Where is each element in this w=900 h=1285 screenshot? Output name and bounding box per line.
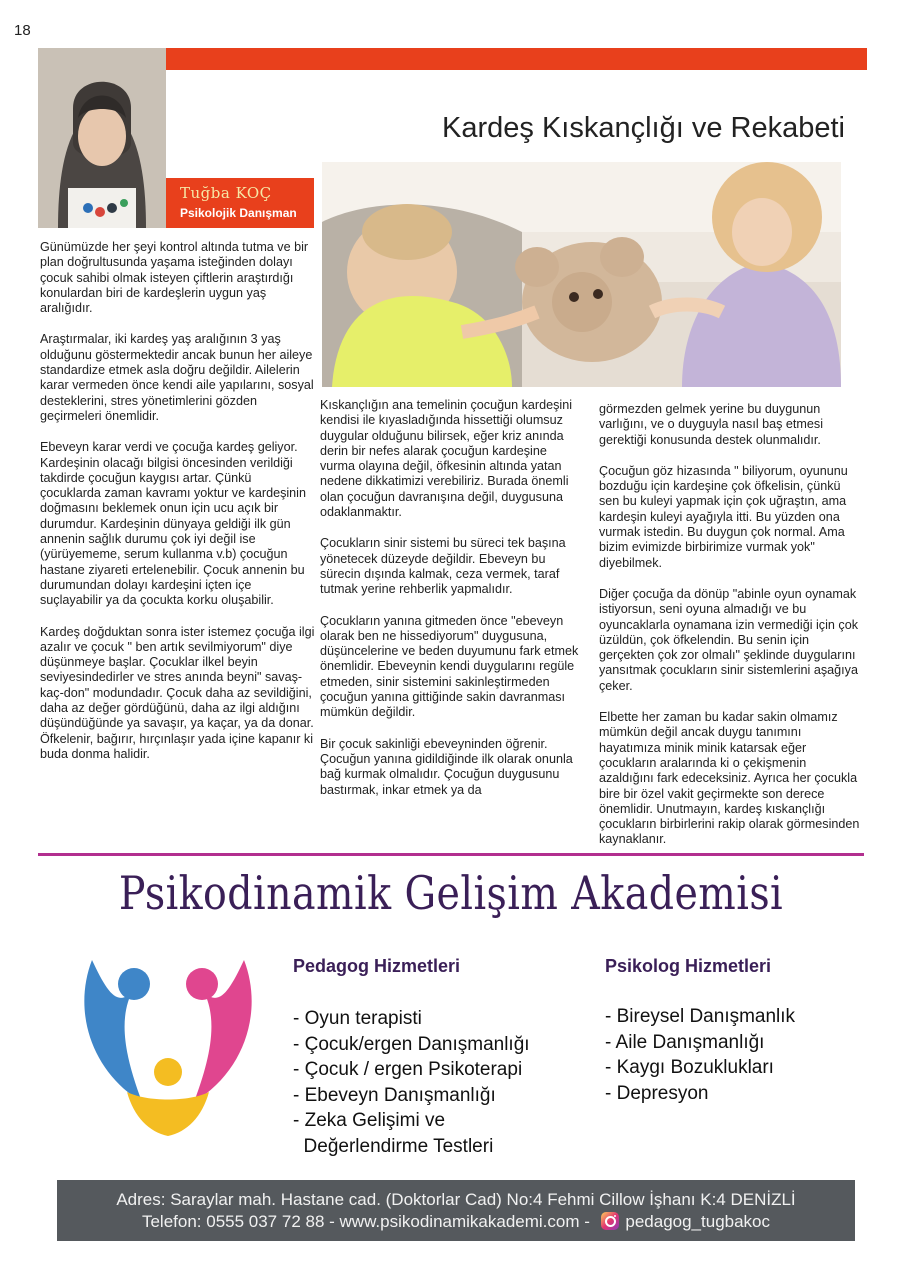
instagram-icon xyxy=(601,1212,619,1230)
article-column-1 xyxy=(40,240,315,778)
service-item: - Aile Danışmanlığı xyxy=(605,1031,765,1053)
author-photo xyxy=(38,48,166,228)
author-role: Psikolojik Danışman xyxy=(180,206,297,220)
article-paragraph: Bir çocuk sakinliği ebeveyninden öğrenir. Çocuğun yanına gidildiğinde ilk olarak onunla bağ kurmak olmalıdır. Çocuğun duygusunu bastırmak, inkar etmek ya da xyxy=(320,736,573,797)
header-accent-bar xyxy=(165,48,867,70)
service-item: - Çocuk / ergen Psikoterapi xyxy=(293,1059,523,1080)
article-paragraph: görmezden gelmek yerine bu duygunun varlığını, ve o duyguyla nasıl baş etmesi gerektiği konusunda destek olunmalıdır. xyxy=(599,402,824,447)
instagram-handle[interactable]: pedagog_tugbakoc xyxy=(625,1212,771,1231)
service-item: - Oyun terapisti xyxy=(293,1008,422,1029)
contact-line xyxy=(57,1211,855,1232)
phone-text: Telefon: 0555 037 72 88 - xyxy=(141,1212,335,1231)
article-paragraph: Çocukların sinir sistemi bu süreci tek başına yönetecek düzeyde değildir. Ebeveyn bu sürecin dışında kalmak, ceza vermek, taraf tutmak yerine rehberlik yapmalıdır. xyxy=(320,536,566,597)
article-paragraph: Çocuğun göz hizasında " biliyorum, oyununu bozduğu için kardeşine çok öfkelisin, çünkü sen bu kuleyi yapmak için çok uğraştın, ama kardeşin kuleyi ayağıyla itti. Bu yüzden ona vurmak istedin. Bu duygun çok normal. Ama bizim evimizde birbirimize vurmak yok" diyebilmek. xyxy=(599,463,848,570)
pedagog-services-list xyxy=(293,1006,593,1159)
article-paragraph: Kıskançlığın ana temelinin çocuğun kardeşini kendisi ile kıyasladığında hissettiği olumsuz duygular olduğunu bilirsek, eğer kriz anında derin bir nefes alarak çocuğun kardeşine vurma olayına değil, öfkesinin altında yatan nedene dikkatimizi verebiliriz. Burada önemli olan çocuğun davranışına değil, duygusuna odaklanmaktır. xyxy=(320,398,573,520)
contact-footer xyxy=(57,1180,855,1241)
academy-logo xyxy=(72,952,264,1138)
pedagog-services-heading: Pedagog Hizmetleri xyxy=(293,956,461,976)
article-paragraph: Çocukların yanına gitmeden önce "ebeveyn olarak ben ne hissediyorum" duygusuna, düşüncelerine ve beden duyumunu fark etmek önemlidir. Ebeveynin kendi duygularını regüle etmeden, sinir sistemini sakinleştirmeden çocuğun yanına gittiğinde sakin davranması mümkün değildir. xyxy=(320,613,579,720)
article-paragraph: Elbette her zaman bu kadar sakin olmamız mümkün değil ancak duygu tanımını hayatımıza minik minik katarsak eğer çocukların aralarında ki o çekişmenin azaldığını fark edeceksiniz. Ayrıca her çocukla bire bir özel vakit geçirmekte son derece önemlidir. Unutmayın, kardeş kıskançlığı çocukların birbirlerini rakip olarak görmesinden kaynaklanır. xyxy=(599,710,860,847)
article-title: Kardeş Kıskançlığı ve Rekabeti xyxy=(442,112,845,144)
article-paragraph: Kardeş doğduktan sonra ister istemez çocuğa ilgi azalır ve çocuk " ben artık sevilmiyorum" diye düşünmeye başlar. Çocuklar ilkel beyin seviyesindedirler ve stres anında beyni" savaş-kaç-don" modundadır. Çocuk daha az sevildiğini, daha az değer gördüğünü, daha az ilgi aldığını düşündüğünde ya savaşır, ya kaçar, ya da donar. Öfkelenir, bağırır, hırçınlaşır yada içine kapanır ki buda donma halidir. xyxy=(40,624,315,761)
ad-title: Psikodinamik Gelişim Akademisi xyxy=(118,866,784,920)
section-divider xyxy=(38,853,864,856)
service-item: - Ebeveyn Danışmanlığı xyxy=(293,1084,496,1106)
psikolog-services-heading: Psikolog Hizmetleri xyxy=(605,956,772,976)
service-item: Değerlendirme Testleri xyxy=(293,1135,494,1157)
article-paragraph: Ebeveyn karar verdi ve çocuğa kardeş geliyor. Kardeşinin olacağı bilgisi öncesinden verildiği takdirde çocuğun kaygısı artar. Çünkü çocuklarda zaman kavramı yoktur ve kardeşinin doğmasını beklemek onun için ucu açık bir durumdur. Kardeşinin dünyaya geldiği ilk gün annenin sağlık durumu çok iyi değil ise (yürüyememe, serum kullanma v.b) çocuğun hastane ziyareti ertelenebilir. Çocuk annenin bu durumundan dolayı kardeşini içten içe suçlayabilir ya da çocukta korku oluşabilir. xyxy=(40,440,306,608)
author-name: Tuğba KOÇ xyxy=(180,184,272,202)
article-column-3 xyxy=(599,402,861,864)
author-name-box xyxy=(166,178,314,228)
service-item: - Zeka Gelişimi ve xyxy=(293,1110,446,1131)
website-link[interactable]: www.psikodinamikakademi.com - xyxy=(339,1212,590,1231)
article-paragraph: Diğer çocuğa da dönüp "abinle oyun oynamak istiyorsun, seni oyuna almadığı ve bu oyuncaklarla oynamana izin vermediği için çok üzüldün, çok öfkelendin. Bu senin için gerçekten çok zor olmalı" şeklinde duygularını yansıtmak çocukların sinir sistemlerini aşağıya çeker. xyxy=(599,586,858,693)
service-item: - Depresyon xyxy=(605,1082,709,1104)
service-item: - Çocuk/ergen Danışmanlığı xyxy=(293,1033,530,1055)
address-text: Adres: Saraylar mah. Hastane cad. (Doktorlar Cad) No:4 Fehmi Cillow İşhanı K:4 DENİZLİ xyxy=(116,1190,796,1209)
article-paragraph: Günümüzde her şeyi kontrol altında tutma ve bir plan doğrultusunda yaşama isteğinden dolayı çocuk sahibi olmak isteyen çiftlerin araştırdığı konulardan biri de kardeşlerin uygun yaş aralığıdır. xyxy=(40,240,309,316)
psikolog-services-list xyxy=(605,1004,865,1106)
page-number: 18 xyxy=(14,22,31,39)
hero-image-children-teddy-bear xyxy=(322,162,841,387)
article-column-2 xyxy=(320,398,582,814)
article-paragraph: Araştırmalar, iki kardeş yaş aralığının 3 yaş olduğunu göstermektedir ancak bunun her aileye standardize etmek asla doğru değildir. Ailelerin karar vermeden önce kendi aile yapılarını, sosyal desteklerini, stres yönetimlerini gözden geçirmeleri önemlidir. xyxy=(40,332,314,423)
service-item: - Kaygı Bozuklukları xyxy=(605,1057,774,1078)
service-item: - Bireysel Danışmanlık xyxy=(605,1006,796,1027)
